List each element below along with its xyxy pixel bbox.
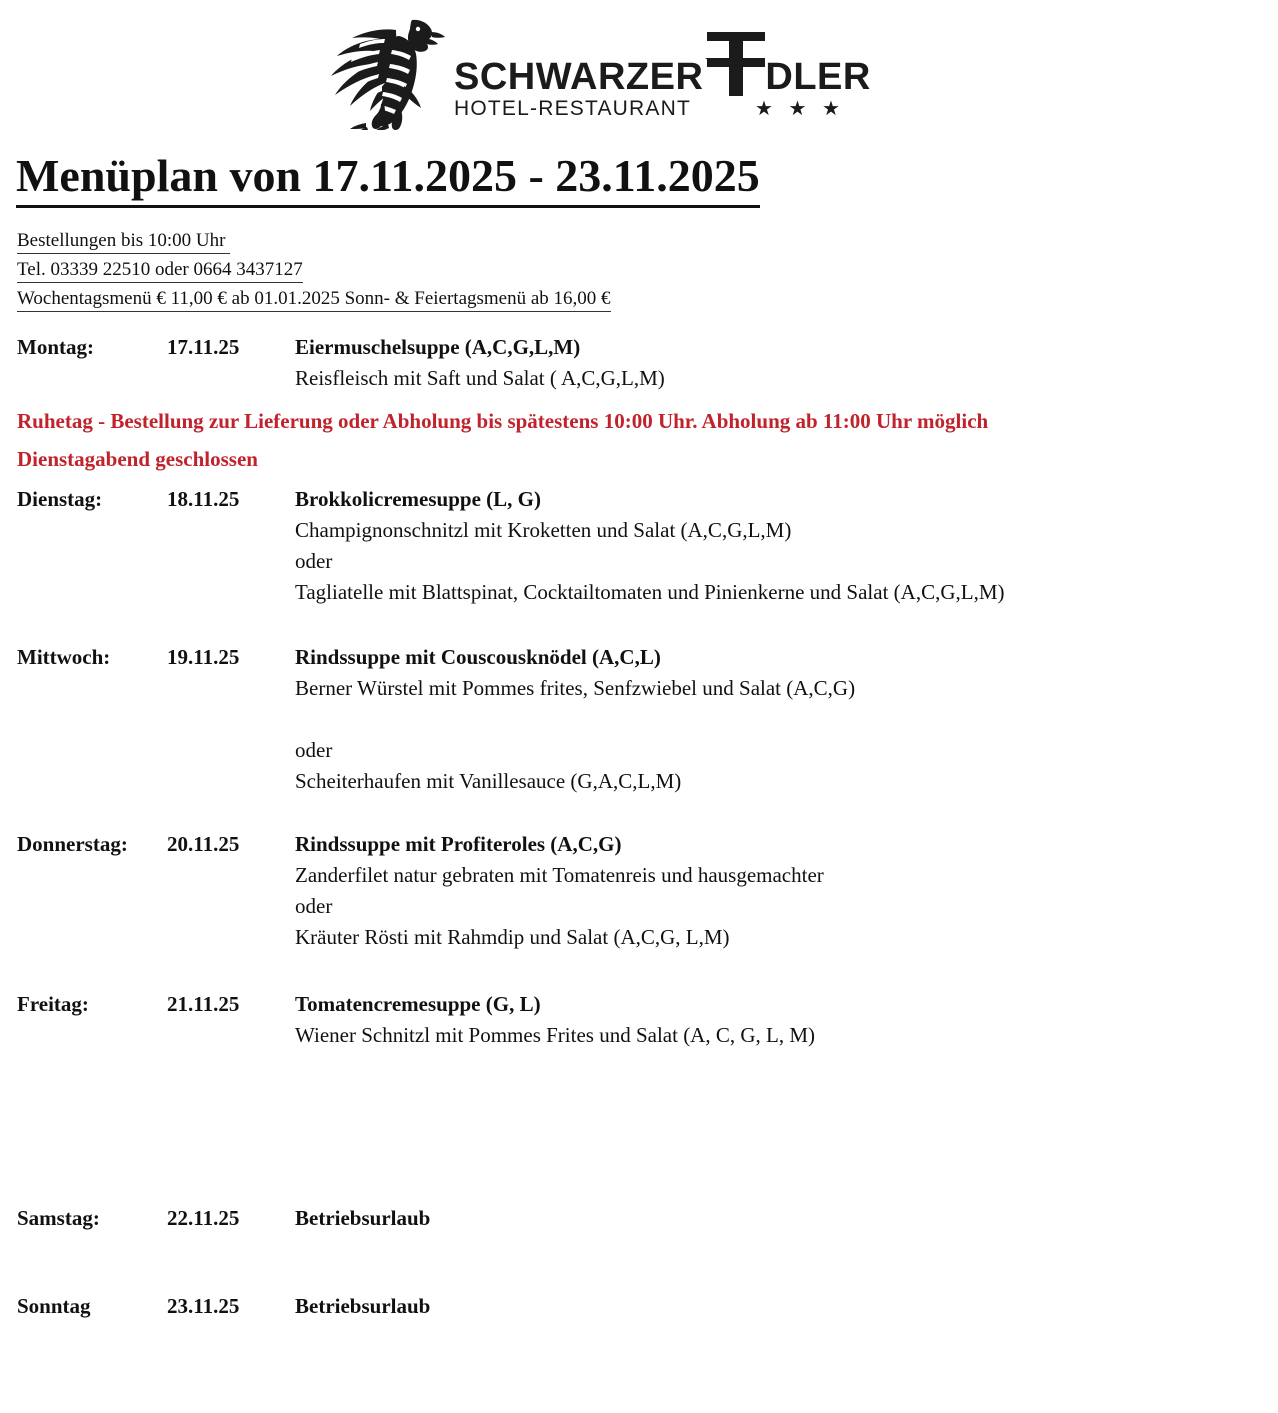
- dish-line: Champignonschnitzl mit Kroketten und Salat (A,C,G,L,M): [295, 518, 792, 542]
- dish-list: [295, 989, 1278, 1051]
- dish-line: oder: [295, 738, 333, 762]
- dish-line: Betriebsurlaub: [295, 1294, 431, 1318]
- day-date: 17.11.25: [167, 335, 240, 359]
- dish-list: [295, 332, 1278, 394]
- weekly-menu-plan: [0, 332, 1278, 1322]
- menu-spacer: [0, 797, 1278, 829]
- dish-list: [295, 829, 1278, 953]
- day-name: Donnerstag:: [17, 832, 128, 856]
- dish-line: Betriebsurlaub: [295, 1206, 431, 1230]
- menu-spacer: [0, 1051, 1278, 1083]
- dish-line: Tomatencremesuppe (G, L): [295, 992, 541, 1016]
- dish-line: Wiener Schnitzl mit Pommes Frites und Salat (A, C, G, L, M): [295, 1023, 816, 1047]
- star-rating: ★ ★ ★: [755, 98, 845, 120]
- day-date: 21.11.25: [167, 992, 240, 1016]
- menu-spacer: [0, 1234, 1278, 1291]
- dish-line: Eiermuschelsuppe (A,C,G,L,M): [295, 335, 581, 359]
- big-a-icon: [705, 32, 767, 96]
- page-title: Menüplan von 17.11.2025 - 23.11.2025: [16, 149, 760, 208]
- dish-line: Brokkolicremesuppe (L, G): [295, 487, 541, 511]
- dish-list: [295, 484, 1278, 608]
- dish-line: Scheiterhaufen mit Vanillesauce (G,A,C,L,M): [295, 769, 682, 793]
- day-name: Dienstag:: [17, 487, 103, 511]
- dish-list: [295, 1291, 1278, 1322]
- day-date: 18.11.25: [167, 487, 240, 511]
- day-date: 19.11.25: [167, 645, 240, 669]
- menu-day-row: [0, 484, 1278, 608]
- menu-day-row: [0, 829, 1278, 953]
- dish-line: Zanderfilet natur gebraten mit Tomatenreis und hausgemachter: [295, 863, 824, 887]
- brand-subtitle-line: [454, 98, 871, 120]
- menu-day-row: [0, 332, 1278, 394]
- dish-list: [295, 642, 1278, 797]
- menu-day-row: [0, 642, 1278, 797]
- day-name: Freitag:: [17, 992, 89, 1016]
- menu-spacer: [0, 1083, 1278, 1203]
- ordering-info: [17, 228, 611, 315]
- dish-line: Reisfleisch mit Saft und Salat ( A,C,G,L,M): [295, 366, 665, 390]
- dish-line: Tagliatelle mit Blattspinat, Cocktailtomaten und Pinienkerne und Salat (A,C,G,L,M): [295, 580, 1005, 604]
- day-date: 23.11.25: [167, 1294, 240, 1318]
- dish-line: Berner Würstel mit Pommes frites, Senfzwiebel und Salat (A,C,G): [295, 676, 856, 700]
- eagle-icon: [300, 10, 450, 130]
- day-name: Sonntag: [17, 1294, 91, 1318]
- day-name: Samstag:: [17, 1206, 100, 1230]
- ordering-deadline: Bestellungen bis 10:00 Uhr: [17, 228, 230, 254]
- dish-spacer: [295, 704, 1258, 735]
- day-date: 22.11.25: [167, 1206, 240, 1230]
- dish-list: [295, 1203, 1278, 1234]
- closing-notice-line-2: Dienstagabend geschlossen: [17, 447, 258, 471]
- brand-name-line: [454, 32, 871, 96]
- dish-line: oder: [295, 549, 333, 573]
- day-date: 20.11.25: [167, 832, 240, 856]
- closing-notice: [17, 402, 1278, 478]
- menu-day-row: [0, 989, 1278, 1051]
- dish-line: Rindssuppe mit Couscousknödel (A,C,L): [295, 645, 661, 669]
- brand-name-first: SCHWARZER: [454, 56, 704, 98]
- menu-spacer: [0, 953, 1278, 989]
- day-name: Montag:: [17, 335, 94, 359]
- brand-logo: [300, 8, 871, 123]
- brand-wordmark: [454, 32, 871, 120]
- dish-line: oder: [295, 894, 333, 918]
- dish-line: Kräuter Rösti mit Rahmdip und Salat (A,C,G, L,M): [295, 925, 730, 949]
- dish-line: Rindssuppe mit Profiteroles (A,C,G): [295, 832, 622, 856]
- closing-notice-line-1: Ruhetag - Bestellung zur Lieferung oder Abholung bis spätestens 10:00 Uhr. Abholung ab 11:00 Uhr möglich: [17, 409, 989, 433]
- brand-name-second: DLER: [765, 56, 871, 98]
- menu-spacer: [0, 394, 1278, 402]
- menu-day-row: [0, 1203, 1278, 1234]
- menu-day-row: [0, 1291, 1278, 1322]
- menu-spacer: [0, 608, 1278, 642]
- phone-numbers: Tel. 03339 22510 oder 0664 3437127: [17, 257, 303, 283]
- brand-subtitle: HOTEL-RESTAURANT: [454, 97, 691, 120]
- price-info: Wochentagsmenü € 11,00 € ab 01.01.2025 Sonn- & Feiertagsmenü ab 16,00 €: [17, 286, 611, 312]
- day-name: Mittwoch:: [17, 645, 111, 669]
